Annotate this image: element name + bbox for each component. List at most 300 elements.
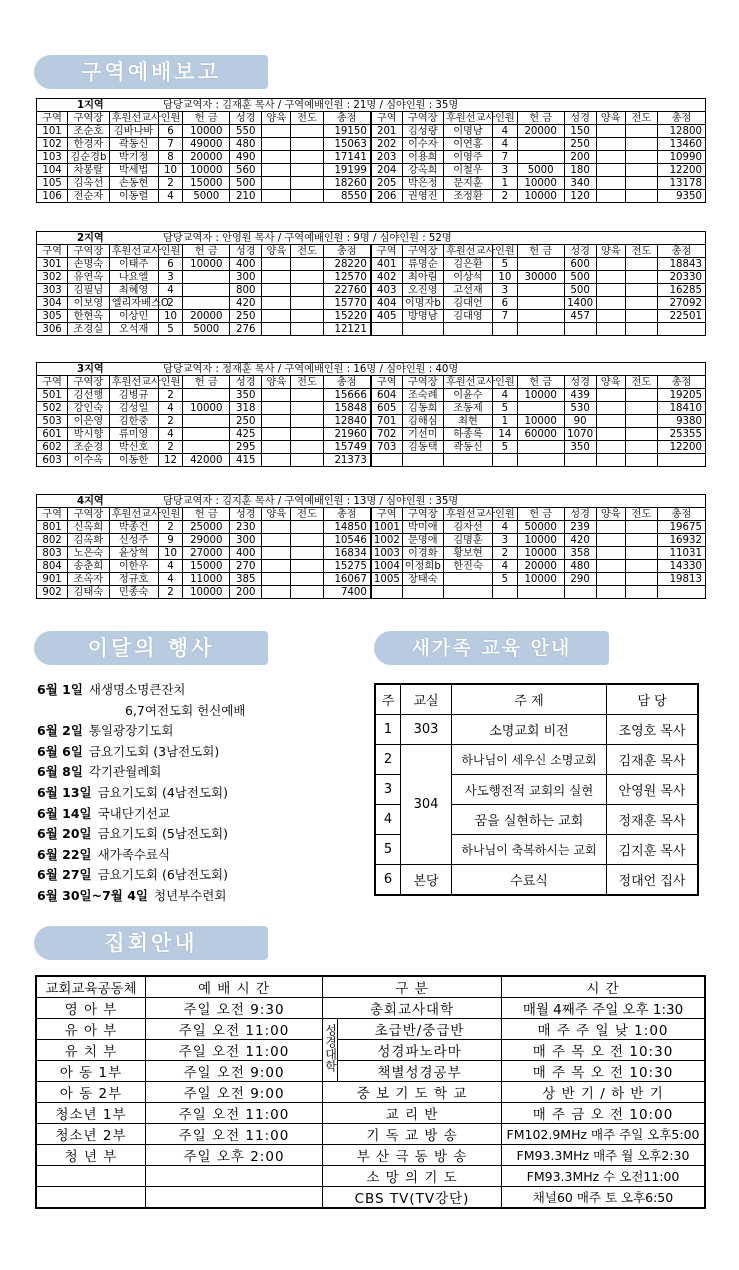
district-cell: 560 [230,164,262,177]
event-item [37,824,245,845]
event-date: 6월 6일 [37,743,83,759]
district-cell [262,164,291,177]
district-cell: 10000 [517,547,564,560]
district-cell [625,190,657,203]
district-col-header: 양육 [596,245,625,258]
district-cell: 오진영 [402,284,444,297]
district-cell: 30000 [517,271,564,284]
meeting-row [36,1040,705,1061]
district-col-header: 성경 [230,376,262,389]
district-cell [262,284,291,297]
district-row [37,258,706,271]
edu-room: 본당 [401,865,452,896]
meeting-hours: 매 주 목 오 전 10:30 [502,1040,705,1061]
district-info: 담당교역자 : 김재훈 목사 / 구역예배인원 : 21명 / 심야인원 : 35명 [163,99,459,111]
event-title: 금요기도회 (6남전도회) [97,867,228,883]
district-col-header: 후원선교사 [444,508,493,521]
meeting-row [36,1103,705,1124]
district-cell: 박종건 [109,521,158,534]
event-date: 6월 8일 [37,764,83,780]
district-col-header: 성경 [230,112,262,125]
district-cell: 1004 [371,560,402,573]
district-col-header: 인원 [158,112,183,125]
meeting-dept: 청 년 부 [36,1145,146,1166]
district-cell: 12800 [657,125,705,138]
district-cell: 2 [158,389,183,402]
district-cell: 4 [492,560,517,573]
event-item [37,701,245,722]
district-cell [291,534,323,547]
district-col-header: 전도 [291,112,323,125]
district-cell [596,521,625,534]
district-col-header: 성경 [230,508,262,521]
district-cell: 901 [37,573,68,586]
district-cell: 4 [158,284,183,297]
district-cell: 8550 [323,190,371,203]
district-cell: 28220 [323,258,371,271]
district-cell: 조순호 [68,125,110,138]
district-row [37,534,706,547]
district-cell: 22760 [323,284,371,297]
district-col-header: 헌 금 [183,508,230,521]
district-col-header: 헌 금 [183,376,230,389]
edu-topic: 사도행전적 교회의 실현 [452,775,607,805]
district-row [37,310,706,323]
district-cell [402,323,444,336]
district-cell: 16285 [658,284,706,297]
district-cell: 60000 [517,428,564,441]
district-col-header: 구역장 [402,376,444,389]
district-cell: 한경자 [68,138,110,151]
district-cell [262,310,291,323]
district-cell: 1002 [371,534,402,547]
district-cell: 김태숙 [68,586,110,599]
district-cell: 김명훈 [444,534,493,547]
district-name: 1지역 [77,99,104,111]
district-cell: 13178 [657,177,705,190]
district-cell [625,151,657,164]
district-cell: 42000 [183,454,230,467]
district-col-header: 총점 [657,112,705,125]
district-row [37,151,706,164]
district-table [36,494,706,599]
district-col-header: 구역장 [68,376,110,389]
district-cell: 정규호 [109,573,158,586]
event-title: 금요기도회 (4남전도회) [97,784,228,800]
district-cell: 3 [492,164,517,177]
district-cell [291,415,323,428]
district-cell [262,258,291,271]
district-cell: 15000 [183,177,230,190]
district-cell: 이영주 [444,151,493,164]
event-item [37,783,245,804]
district-cell [625,271,657,284]
district-cell [492,454,517,467]
district-cell [291,297,323,310]
district-cell: 4 [492,389,517,402]
event-title: 새생명소명큰잔치 [88,682,186,697]
district-cell: 송춘희 [68,560,110,573]
district-cell: 4 [158,402,183,415]
event-date: 6월 13일 [37,784,92,800]
district-cell [625,323,657,336]
district-cell: 이보영 [68,297,110,310]
district-cell [402,454,444,467]
district-cell [291,586,323,599]
district-col-header: 구역 [371,245,402,258]
edu-topic: 수료식 [452,865,607,896]
district-col-header: 성경 [564,376,596,389]
district-cell: 800 [230,284,262,297]
district-cell: 오석재 [109,323,158,336]
district-cell: 10 [158,164,183,177]
district-cell: 유연옥 [68,271,110,284]
district-heading [37,232,706,245]
district-cell [444,573,493,586]
district-row [37,271,706,284]
district-cell [596,164,625,177]
district-cell [625,560,657,573]
district-cell [291,323,323,336]
district-cell: 404 [371,297,402,310]
event-date: 6월 22일 [37,846,92,862]
edu-week: 4 [375,805,401,835]
district-cell: 김대언 [444,297,493,310]
district-cell [625,441,657,454]
district-row [37,428,706,441]
district-cell: 20000 [517,560,564,573]
meeting-dept: 청소년 2부 [36,1124,146,1145]
district-col-header: 구역 [37,112,68,125]
meeting-col-kind: 구 분 [323,976,502,998]
event-date: 6월 20일 [37,826,92,842]
district-cell: 박신호 [109,441,158,454]
district-cell: 류미영 [109,428,158,441]
district-cell: 19199 [323,164,371,177]
district-cell: 이상석 [444,271,493,284]
meeting-dept: 청소년 1부 [36,1103,146,1124]
district-cell: 11000 [183,573,230,586]
district-cell: 101 [37,125,68,138]
district-cell: 1005 [371,573,402,586]
district-cell: 7400 [323,586,371,599]
district-cell: 2 [158,297,183,310]
district-cell [625,573,657,586]
district-cell [658,323,706,336]
district-cell: 김옥선 [68,177,110,190]
district-cell [262,547,291,560]
district-cell: 14330 [657,560,705,573]
district-cell: 401 [371,258,402,271]
district-cell [596,441,625,454]
district-cell [492,586,517,599]
event-title: 6,7여전도회 헌신예배 [125,702,246,718]
district-col-header: 구역 [371,112,402,125]
district-cell: 210 [230,190,262,203]
district-cell: 15275 [323,560,371,573]
event-item [37,721,245,742]
event-title: 금요기도회 (5남전도회) [97,826,228,842]
district-cell: 2 [158,415,183,428]
district-cell: 박기정 [109,151,158,164]
district-cell: 300 [230,534,262,547]
district-cell: 조정환 [444,190,493,203]
district-col-header: 구역 [37,508,68,521]
district-row [37,323,706,336]
district-cell: 150 [564,125,596,138]
district-cell: 4 [492,521,517,534]
district-col-header: 인원 [492,245,517,258]
district-cell: 2 [158,177,183,190]
district-cell: 곽동신 [109,138,158,151]
district-cell [517,441,564,454]
district-cell [262,402,291,415]
district-cell: 엘리자베스O [109,297,158,310]
district-row [37,164,706,177]
district-cell: 이상민 [109,310,158,323]
district-cell: 602 [37,441,68,454]
district-cell: 305 [37,310,68,323]
district-cell [291,402,323,415]
district-cell: 나요엘 [109,271,158,284]
district-table [36,98,706,203]
district-col-header: 양육 [262,508,291,521]
district-cell: 480 [564,560,596,573]
district-cell [444,323,493,336]
district-cell: 박미애 [402,521,444,534]
district-col-header: 헌 금 [183,112,230,125]
edu-week: 1 [375,715,401,745]
district-cell: 박은정 [402,177,444,190]
district-cell: 300 [230,271,262,284]
district-col-header: 성경 [564,245,596,258]
district-col-header: 전도 [625,245,657,258]
district-cell: 10000 [517,190,564,203]
district-cell: 1400 [564,297,596,310]
district-cell: 439 [564,389,596,402]
district-cell: 205 [371,177,402,190]
district-cell [183,271,230,284]
meeting-worship-time: 주일 오전 9:00 [146,1061,323,1082]
district-cell: 4 [158,190,183,203]
district-cell: 10 [158,310,183,323]
district-cell: 9 [158,534,183,547]
district-cell: 김바나바 [109,125,158,138]
district-cell: 420 [230,297,262,310]
district-cell: 1 [492,177,517,190]
district-cell: 김동희 [402,402,444,415]
edu-leader: 조영호 목사 [607,715,699,745]
district-cell: 17141 [323,151,371,164]
event-item [37,804,245,825]
district-cell: 박세법 [109,164,158,177]
district-cell [262,534,291,547]
district-col-header: 후원선교사 [109,376,158,389]
event-title: 각기관월례회 [88,764,162,780]
district-col-header: 총점 [657,376,705,389]
district-cell [596,310,625,323]
district-col-header: 전도 [291,376,323,389]
district-cell: 20000 [183,310,230,323]
district-cell [262,125,291,138]
district-cell [596,323,625,336]
district-cell: 25000 [183,521,230,534]
district-cell: 250 [230,310,262,323]
district-cell: 장태숙 [402,573,444,586]
event-item [37,865,245,886]
edu-leader: 안영원 목사 [607,775,699,805]
meeting-row [36,1061,705,1082]
district-cell [183,428,230,441]
district-cell: 이연홍 [444,138,493,151]
district-cell [517,402,564,415]
district-cell: 12121 [323,323,371,336]
meeting-kind: 성경파노라마 [338,1040,502,1061]
district-cell: 601 [37,428,68,441]
district-cell [657,454,705,467]
district-cell: 802 [37,534,68,547]
meeting-worship-time [146,1187,323,1209]
district-cell: 손명숙 [68,258,110,271]
meeting-worship-time: 주일 오전 11:00 [146,1124,323,1145]
district-cell: 12 [158,454,183,467]
district-heading [37,363,706,376]
district-cell: 302 [37,271,68,284]
district-cell [657,586,705,599]
district-cell: 550 [230,125,262,138]
district-col-header: 총점 [323,112,371,125]
district-cell: 하종록 [444,428,493,441]
district-cell [625,310,657,323]
district-cell: 15000 [183,560,230,573]
district-cell: 202 [371,138,402,151]
district-cell: 조순경 [68,441,110,454]
district-cell: 5 [492,258,517,271]
district-cell: 10000 [517,415,564,428]
district-cell: 295 [230,441,262,454]
district-col-header: 양육 [262,112,291,125]
district-col-header: 후원선교사 [444,112,493,125]
district-cell: 손동현 [109,177,158,190]
district-cell [596,125,625,138]
district-cell [625,258,657,271]
district-cell: 이동렬 [109,190,158,203]
district-cell: 이은영 [68,415,110,428]
district-col-header: 인원 [158,376,183,389]
district-cell: 120 [564,190,596,203]
district-cell [262,138,291,151]
district-cell [291,389,323,402]
district-cell [625,177,657,190]
meeting-worship-time: 주일 오전 9:30 [146,998,323,1019]
district-col-header: 총점 [658,245,706,258]
district-cell: 한현옥 [68,310,110,323]
district-cell [517,310,564,323]
district-cell: 500 [564,284,596,297]
district-cell: 2 [158,521,183,534]
district-cell: 이동한 [109,454,158,467]
district-col-header: 구역장 [402,508,444,521]
district-cell [262,441,291,454]
district-row [37,389,706,402]
district-cell: 문명애 [402,534,444,547]
district-cell: 18410 [657,402,705,415]
district-cell: 10000 [183,258,230,271]
district-cell: 김순경b [68,151,110,164]
district-cell [291,441,323,454]
district-cell [564,586,596,599]
meeting-worship-time: 주일 오전 11:00 [146,1019,323,1040]
district-cell [596,547,625,560]
meeting-hours: 매월 4째주 주일 오후 1:30 [502,998,705,1019]
district-cell [183,415,230,428]
district-cell: 10000 [183,164,230,177]
district-cell: 방명남 [402,310,444,323]
district-cell: 8 [158,151,183,164]
district-cell: 김자선 [444,521,493,534]
event-item [37,742,245,763]
district-cell: 14850 [323,521,371,534]
meeting-dept [36,1166,146,1187]
district-cell: 3 [492,284,517,297]
district-cell: 402 [371,271,402,284]
district-cell [517,258,564,271]
edu-leader: 정재훈 목사 [607,805,699,835]
district-cell [625,547,657,560]
district-row [37,454,706,467]
district-cell: 이윤수 [444,389,493,402]
seminary-label [323,1019,338,1082]
district-cell: 2 [158,586,183,599]
meeting-row [36,998,705,1019]
district-cell [291,560,323,573]
district-cell: 4 [158,428,183,441]
district-cell: 104 [37,164,68,177]
district-cell [625,454,657,467]
district-cell: 3 [158,271,183,284]
district-cell [291,454,323,467]
district-cell: 702 [371,428,402,441]
district-cell: 239 [564,521,596,534]
district-cell: 문지훈 [444,177,493,190]
district-cell: 이명남 [444,125,493,138]
district-name: 4지역 [77,495,104,507]
district-cell [625,297,657,310]
district-heading [37,99,706,112]
district-cell: 윤상혁 [109,547,158,560]
event-title: 통일광장기도회 [88,723,174,739]
edu-leader: 김지훈 목사 [607,835,699,865]
district-cell: 조경실 [68,323,110,336]
district-cell [625,586,657,599]
district-table [36,231,706,336]
meeting-hours: 상 반 기 / 하 반 기 [502,1082,705,1103]
district-cell: 15848 [323,402,371,415]
district-cell: 이수자 [402,138,444,151]
district-col-header: 구역장 [402,245,444,258]
district-cell [517,297,564,310]
district-table [36,362,706,467]
district-cell: 804 [37,560,68,573]
district-row [37,190,706,203]
district-cell [517,454,564,467]
district-cell: 6 [158,125,183,138]
district-cell: 이수옥 [68,454,110,467]
district-cell: 106 [37,190,68,203]
meeting-kind: CBS TV(TV강단) [323,1187,502,1209]
meeting-dept: 아 동 1부 [36,1061,146,1082]
district-cell: 김한중 [109,415,158,428]
